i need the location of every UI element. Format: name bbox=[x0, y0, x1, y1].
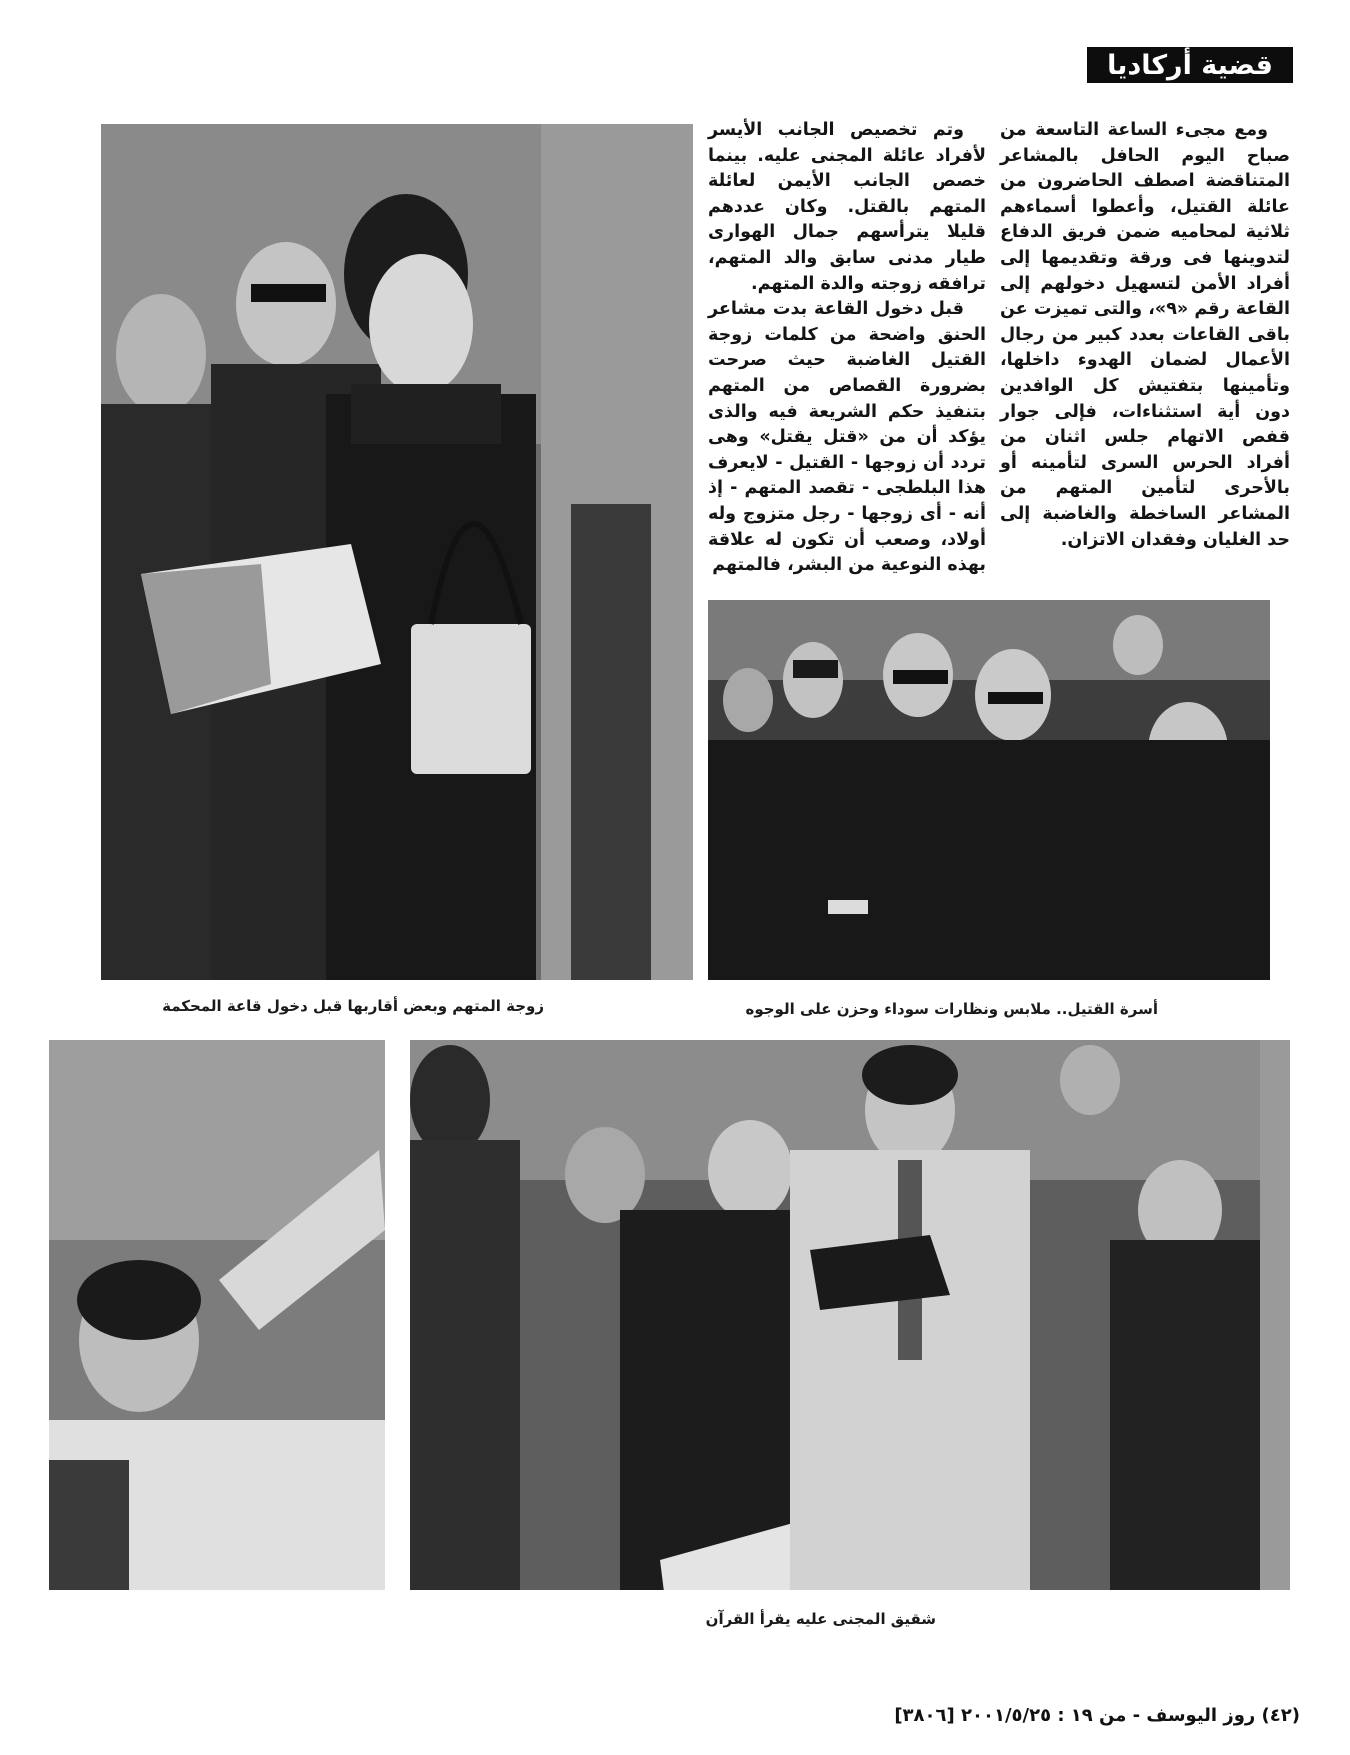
photo-accused-wife bbox=[101, 124, 693, 980]
section-tag: قضية أركاديا bbox=[1087, 47, 1293, 83]
page-footer: (٤٢) روز اليوسف - من ١٩ : ٢٠٠١/٥/٢٥ [٣٨٠٦] bbox=[894, 1705, 1300, 1726]
caption-brother-reading: شقيق المجنى عليه يقرأ القرآن bbox=[705, 1610, 936, 1628]
photo-victim-family bbox=[708, 600, 1270, 980]
paragraph: قبل دخول القاعة بدت مشاعر الحنق واضحة من كلمات زوجة القتيل الغاضبة حيث صرحت بضرورة القصاص من المتهم بتنفيذ حكم الشريعة فيه والذى يؤكد أن من «قتل يقتل» وهى تردد أن زوجها - القتيل - لايعرف هذا البلطجى - تقصد المتهم - إذ أنه - أى زوجها - رجل متزوج وله أولاد، وصعب أن تكون له علاقة بهذه النوعية من البشر، فالمتهم bbox=[708, 299, 986, 576]
paragraph: وتم تخصيص الجانب الأيسر لأفراد عائلة المجنى عليه. بينما خصص الجانب الأيمن لعائلة المتهم بالقتل. وكان عددهم قليلا يترأسهم جمال الهوارى طيار مدنى سابق والد المتهم، ترافقه زوجته والدة المتهم. bbox=[708, 120, 986, 294]
article-column-left bbox=[708, 118, 986, 579]
photo-crowd bbox=[49, 1040, 385, 1590]
photo-brother-reading bbox=[410, 1040, 1290, 1590]
paragraph: ومع مجىء الساعة التاسعة من صباح اليوم الحافل بالمشاعر المتناقضة اصطف الحاضرون من عائلة القتيل، وأعطوا أسماءهم ثلاثية لمحاميه ضمن فريق الدفاع لتدوينها فى ورقة وتقديمها إلى أفراد الأمن لتسهيل دخولهم إلى القاعة رقم «٩»، والتى تميزت عن باقى القاعات بعدد كبير من رجال الأعمال لضمان الهدوء داخلها، وتأمينها بتفتيش كل الوافدين دون أية استثناءات، فإلى جوار قفص الاتهام جلس اثنان من أفراد الحرس السرى لتأمينه أو بالأحرى لتأمين المتهم من المشاعر الساخطة والغاضبة إلى حد الغليان وفقدان الاتزان. bbox=[1000, 120, 1290, 550]
article-column-right bbox=[1000, 118, 1290, 553]
caption-accused-wife: زوجة المتهم وبعض أقاربها قبل دخول قاعة المحكمة bbox=[162, 997, 544, 1015]
caption-victim-family: أسرة القتيل.. ملابس ونظارات سوداء وحزن على الوجوه bbox=[745, 1000, 1158, 1018]
